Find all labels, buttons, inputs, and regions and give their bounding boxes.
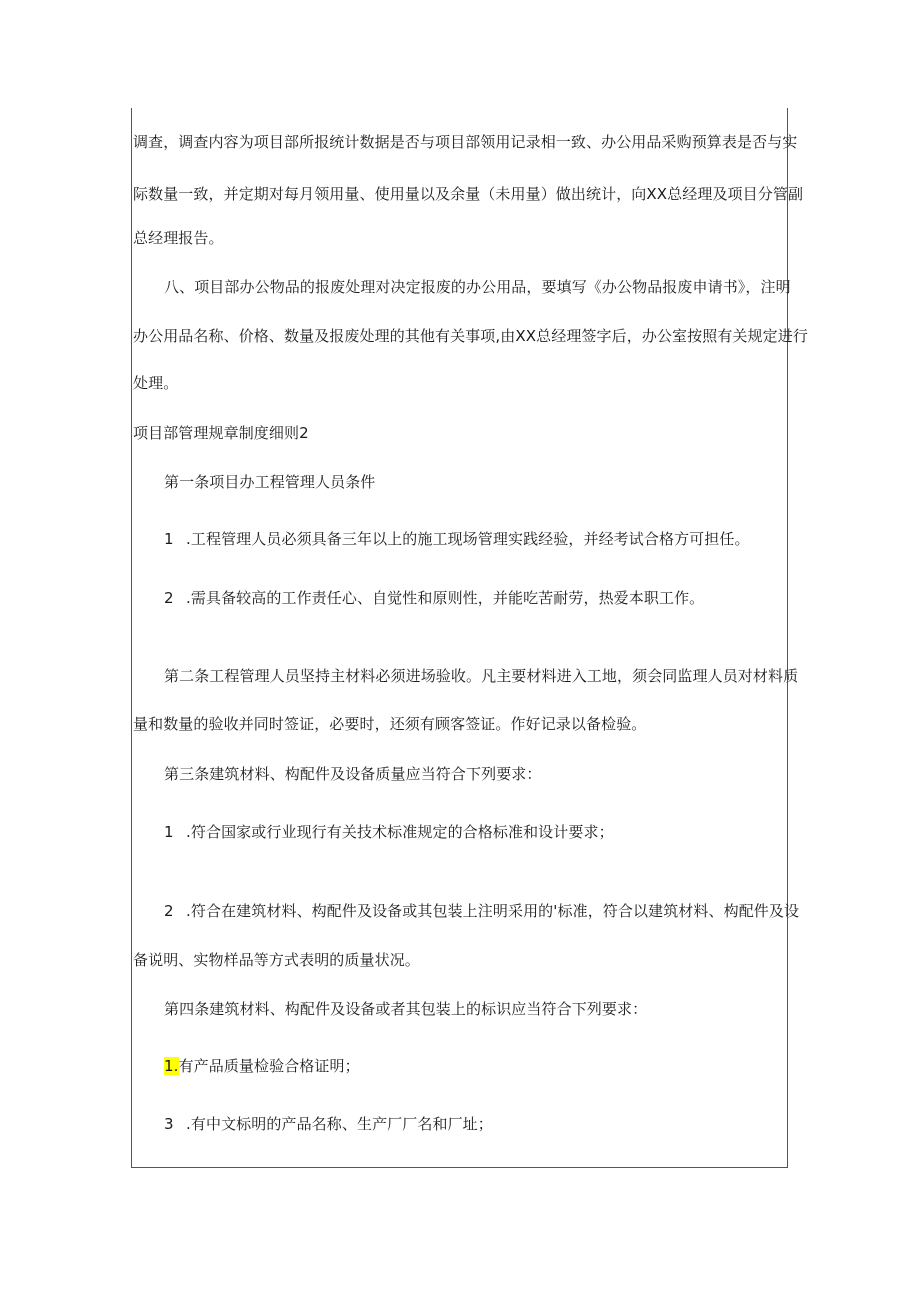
paragraph-line: 八、项目部办公物品的报废处理对决定报废的办公用品，要填写《办公物品报废申请书》，注明	[164, 278, 791, 296]
list-text: .符合在建筑材料、构配件及设备或其包装上注明采用的'标准，符合以建筑材料、构配件及设	[186, 902, 800, 920]
paragraph-line: 处理。	[133, 374, 179, 392]
section-title: 项目部管理规章制度细则2	[133, 424, 309, 442]
list-number: 2	[164, 902, 174, 920]
list-text: .有中文标明的产品名称、生产厂厂名和厂址；	[186, 1115, 493, 1133]
article-4-title: 第四条建筑材料、构配件及设备或者其包装上的标识应当符合下列要求：	[164, 1000, 648, 1018]
paragraph-line: 第二条工程管理人员坚持主材料必须进场验收。凡主要材料进入工地，须会同监理人员对材料质	[164, 667, 799, 685]
list-number: 3	[164, 1115, 174, 1133]
list-text: 有产品质量检验合格证明；	[178, 1057, 360, 1075]
article-1-title: 第一条项目办工程管理人员条件	[164, 473, 376, 491]
list-text: .符合国家或行业现行有关技术标准规定的合格标准和设计要求；	[186, 823, 614, 841]
list-item	[164, 901, 799, 921]
list-item	[164, 588, 704, 608]
paragraph-line: 总经理报告。	[133, 229, 224, 247]
highlighted-list-number: 1.	[164, 1057, 179, 1075]
paragraph-line: 际数量一致，并定期对每月领用量、使用量以及余量（未用量）做出统计，向XX总经理及项目分管副	[133, 185, 804, 203]
list-item	[164, 1114, 493, 1134]
paragraph-line: 调查，调查内容为项目部所报统计数据是否与项目部领用记录相一致、办公用品采购预算表是否与实	[133, 133, 798, 151]
list-number: 1	[164, 530, 174, 548]
list-number: 1	[164, 823, 174, 841]
paragraph-line: 量和数量的验收并同时签证，必要时，还须有顾客签证。作好记录以备检验。	[133, 715, 647, 733]
paragraph-line: 备说明、实物样品等方式表明的质量状况。	[133, 951, 420, 969]
list-text: .需具备较高的工作责任心、自觉性和原则性，并能吃苦耐劳，热爱本职工作。	[186, 589, 705, 607]
list-text: .工程管理人员必须具备三年以上的施工现场管理实践经验，并经考试合格方可担任。	[186, 530, 750, 548]
paragraph-line: 办公用品名称、价格、数量及报废处理的其他有关事项,由XX总经理签字后，办公室按照有关规定进行	[133, 327, 808, 345]
list-number: 2	[164, 589, 174, 607]
list-item	[164, 822, 614, 842]
article-3-title: 第三条建筑材料、构配件及设备质量应当符合下列要求：	[164, 765, 542, 783]
list-item	[164, 1056, 360, 1076]
list-item	[164, 529, 750, 549]
